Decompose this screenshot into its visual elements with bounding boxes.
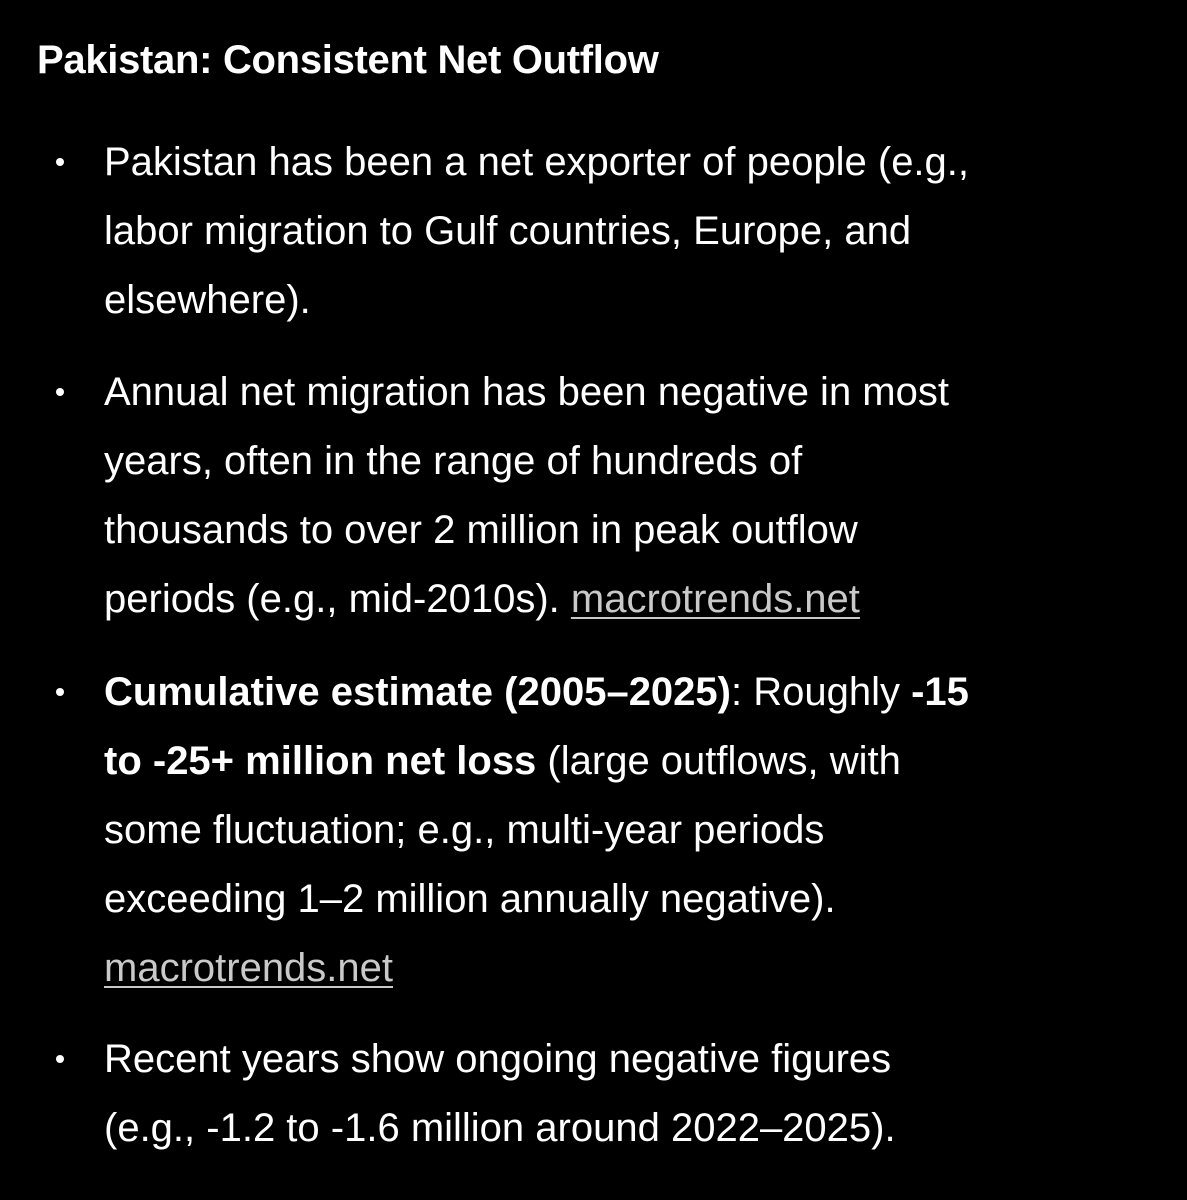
bullet-text: years, often in the range of hundreds of bbox=[104, 439, 803, 483]
bullet-text: thousands to over 2 million in peak outflow bbox=[104, 508, 858, 552]
bullet-text: Annual net migration has been negative in most bbox=[104, 370, 949, 414]
bullet-text: some fluctuation; e.g., multi-year periods bbox=[104, 808, 825, 852]
section-heading: Pakistan: Consistent Net Outflow bbox=[37, 38, 659, 82]
bullet-bold-value: to -25+ million net loss bbox=[104, 739, 537, 783]
bullet-text: : bbox=[731, 670, 743, 714]
bullet-dot-icon bbox=[56, 388, 64, 396]
bullet-text: periods (e.g., mid-2010s). bbox=[104, 577, 560, 621]
bullet-text: elsewhere). bbox=[104, 278, 311, 322]
bullet-item bbox=[104, 358, 1164, 634]
bullet-dot-icon bbox=[56, 1055, 64, 1063]
bullet-item bbox=[104, 128, 1164, 335]
bullet-item bbox=[104, 658, 1164, 1003]
source-link[interactable]: macrotrends.net bbox=[570, 577, 860, 621]
bullet-text: (large outflows, with bbox=[536, 739, 901, 783]
bullet-text: labor migration to Gulf countries, Europe, and bbox=[104, 209, 912, 253]
bullet-text: Roughly bbox=[742, 670, 912, 714]
bullet-bold-value: -15 bbox=[911, 670, 969, 714]
bullet-bold-label: Cumulative estimate (2005–2025) bbox=[104, 670, 731, 714]
source-link[interactable]: macrotrends.net bbox=[104, 946, 394, 990]
bullet-item bbox=[104, 1025, 1164, 1163]
bullet-text: (e.g., -1.2 to -1.6 million around 2022–2025). bbox=[104, 1106, 896, 1150]
bullet-dot-icon bbox=[56, 158, 64, 166]
bullet-text: exceeding 1–2 million annually negative). bbox=[104, 877, 836, 921]
bullet-text: Pakistan has been a net exporter of people (e.g., bbox=[104, 140, 970, 184]
bullet-text: Recent years show ongoing negative figures bbox=[104, 1037, 892, 1081]
bullet-dot-icon bbox=[56, 688, 64, 696]
